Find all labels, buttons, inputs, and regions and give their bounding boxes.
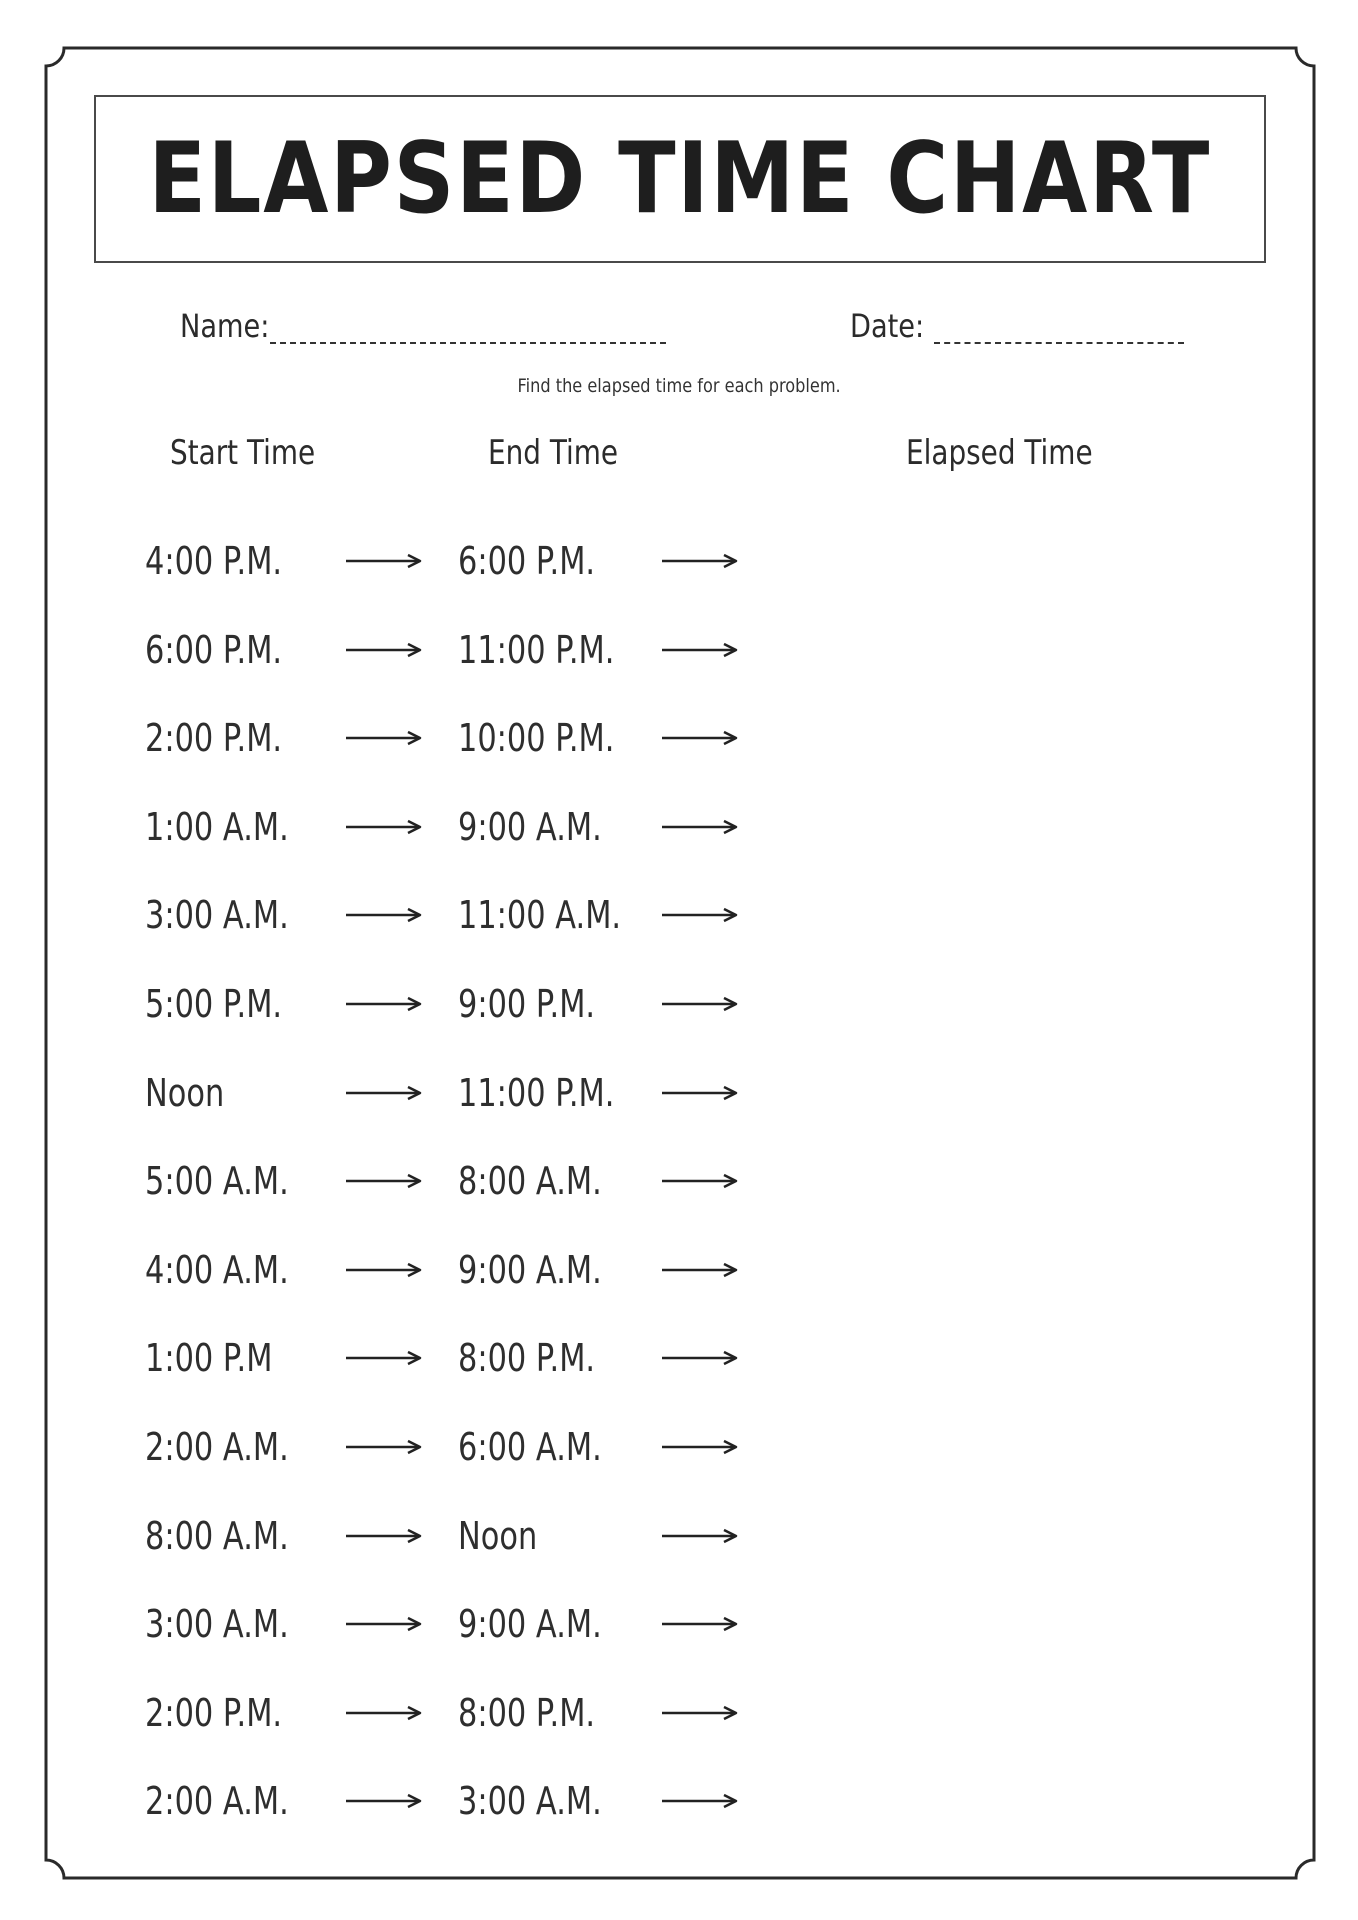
right-arrow-icon bbox=[346, 1703, 422, 1723]
elapsed-time-answer-area[interactable] bbox=[900, 1151, 1160, 1211]
right-arrow-icon bbox=[662, 994, 738, 1014]
start-time: 3:00 A.M. bbox=[145, 1602, 289, 1647]
elapsed-time-answer-area[interactable] bbox=[900, 1506, 1160, 1566]
right-arrow-icon bbox=[346, 1348, 422, 1368]
start-time: 8:00 A.M. bbox=[145, 1513, 289, 1558]
start-time: 4:00 P.M. bbox=[145, 539, 283, 583]
problem-row bbox=[0, 531, 1358, 591]
end-time: 6:00 P.M. bbox=[458, 539, 596, 583]
problem-row bbox=[0, 1594, 1358, 1654]
right-arrow-icon bbox=[662, 905, 738, 925]
end-time: 8:00 P.M. bbox=[458, 1690, 596, 1735]
right-arrow-icon bbox=[346, 1437, 422, 1457]
elapsed-time-answer-area[interactable] bbox=[900, 1240, 1160, 1300]
start-time: 2:00 A.M. bbox=[145, 1779, 289, 1824]
start-time: 2:00 A.M. bbox=[145, 1425, 289, 1469]
end-time: 11:00 P.M. bbox=[458, 1070, 615, 1115]
problem-row bbox=[0, 620, 1358, 680]
start-time: 5:00 P.M. bbox=[145, 982, 283, 1026]
problem-row bbox=[0, 1328, 1358, 1388]
right-arrow-icon bbox=[662, 1083, 738, 1103]
problem-row bbox=[0, 708, 1358, 768]
right-arrow-icon bbox=[346, 1171, 422, 1191]
elapsed-time-answer-area[interactable] bbox=[900, 797, 1160, 857]
header-end-time: End Time bbox=[488, 433, 619, 473]
title-box bbox=[94, 95, 1266, 263]
end-time: 11:00 A.M. bbox=[458, 893, 622, 938]
right-arrow-icon bbox=[662, 817, 738, 837]
elapsed-time-answer-area[interactable] bbox=[900, 708, 1160, 768]
right-arrow-icon bbox=[346, 640, 422, 660]
start-time: 3:00 A.M. bbox=[145, 893, 289, 938]
name-field[interactable] bbox=[270, 342, 666, 344]
elapsed-time-answer-area[interactable] bbox=[900, 1594, 1160, 1654]
right-arrow-icon bbox=[662, 1348, 738, 1368]
date-label: Date: bbox=[850, 307, 925, 345]
end-time: 8:00 P.M. bbox=[458, 1336, 596, 1381]
problem-row bbox=[0, 974, 1358, 1034]
right-arrow-icon bbox=[346, 1791, 422, 1811]
right-arrow-icon bbox=[662, 551, 738, 571]
problem-row bbox=[0, 1417, 1358, 1477]
right-arrow-icon bbox=[346, 1083, 422, 1103]
end-time: 3:00 A.M. bbox=[458, 1779, 602, 1824]
elapsed-time-answer-area[interactable] bbox=[900, 1063, 1160, 1123]
right-arrow-icon bbox=[346, 1526, 422, 1546]
problem-row bbox=[0, 1063, 1358, 1123]
right-arrow-icon bbox=[662, 1260, 738, 1280]
elapsed-time-answer-area[interactable] bbox=[900, 531, 1160, 591]
start-time: 6:00 P.M. bbox=[145, 627, 283, 672]
start-time: 5:00 A.M. bbox=[145, 1159, 289, 1204]
right-arrow-icon bbox=[662, 1171, 738, 1191]
end-time: Noon bbox=[458, 1513, 538, 1558]
header-elapsed-time: Elapsed Time bbox=[906, 433, 1093, 473]
elapsed-time-answer-area[interactable] bbox=[900, 1683, 1160, 1743]
right-arrow-icon bbox=[662, 1791, 738, 1811]
right-arrow-icon bbox=[662, 728, 738, 748]
start-time: 2:00 P.M. bbox=[145, 1690, 283, 1735]
elapsed-time-answer-area[interactable] bbox=[900, 974, 1160, 1034]
start-time: 1:00 P.M bbox=[145, 1336, 273, 1381]
elapsed-time-answer-area[interactable] bbox=[900, 1417, 1160, 1477]
instructions-text: Find the elapsed time for each problem. bbox=[517, 375, 841, 397]
start-time: 1:00 A.M. bbox=[145, 804, 289, 849]
right-arrow-icon bbox=[346, 905, 422, 925]
elapsed-time-answer-area[interactable] bbox=[900, 1771, 1160, 1831]
instructions bbox=[0, 375, 1358, 397]
problem-row bbox=[0, 1506, 1358, 1566]
end-time: 9:00 A.M. bbox=[458, 1602, 602, 1647]
end-time: 11:00 P.M. bbox=[458, 627, 615, 672]
right-arrow-icon bbox=[346, 817, 422, 837]
right-arrow-icon bbox=[346, 728, 422, 748]
end-time: 6:00 A.M. bbox=[458, 1425, 602, 1469]
elapsed-time-answer-area[interactable] bbox=[900, 1328, 1160, 1388]
end-time: 8:00 A.M. bbox=[458, 1159, 602, 1204]
right-arrow-icon bbox=[346, 1260, 422, 1280]
date-field[interactable] bbox=[934, 342, 1184, 344]
start-time: 2:00 P.M. bbox=[145, 716, 283, 761]
end-time: 10:00 P.M. bbox=[458, 716, 615, 761]
problem-row bbox=[0, 1240, 1358, 1300]
problem-row bbox=[0, 885, 1358, 945]
right-arrow-icon bbox=[346, 1614, 422, 1634]
right-arrow-icon bbox=[346, 551, 422, 571]
right-arrow-icon bbox=[662, 1703, 738, 1723]
right-arrow-icon bbox=[346, 994, 422, 1014]
end-time: 9:00 P.M. bbox=[458, 982, 596, 1026]
name-label: Name: bbox=[180, 307, 270, 345]
page-title: ELAPSED TIME CHART bbox=[148, 122, 1212, 236]
right-arrow-icon bbox=[662, 1437, 738, 1457]
problem-row bbox=[0, 1151, 1358, 1211]
start-time: 4:00 A.M. bbox=[145, 1247, 289, 1292]
header-start-time: Start Time bbox=[170, 433, 316, 473]
end-time: 9:00 A.M. bbox=[458, 804, 602, 849]
elapsed-time-answer-area[interactable] bbox=[900, 885, 1160, 945]
right-arrow-icon bbox=[662, 1526, 738, 1546]
problem-row bbox=[0, 1683, 1358, 1743]
problem-row bbox=[0, 797, 1358, 857]
elapsed-time-answer-area[interactable] bbox=[900, 620, 1160, 680]
end-time: 9:00 A.M. bbox=[458, 1247, 602, 1292]
right-arrow-icon bbox=[662, 1614, 738, 1634]
problem-row bbox=[0, 1771, 1358, 1831]
right-arrow-icon bbox=[662, 640, 738, 660]
start-time: Noon bbox=[145, 1070, 225, 1115]
